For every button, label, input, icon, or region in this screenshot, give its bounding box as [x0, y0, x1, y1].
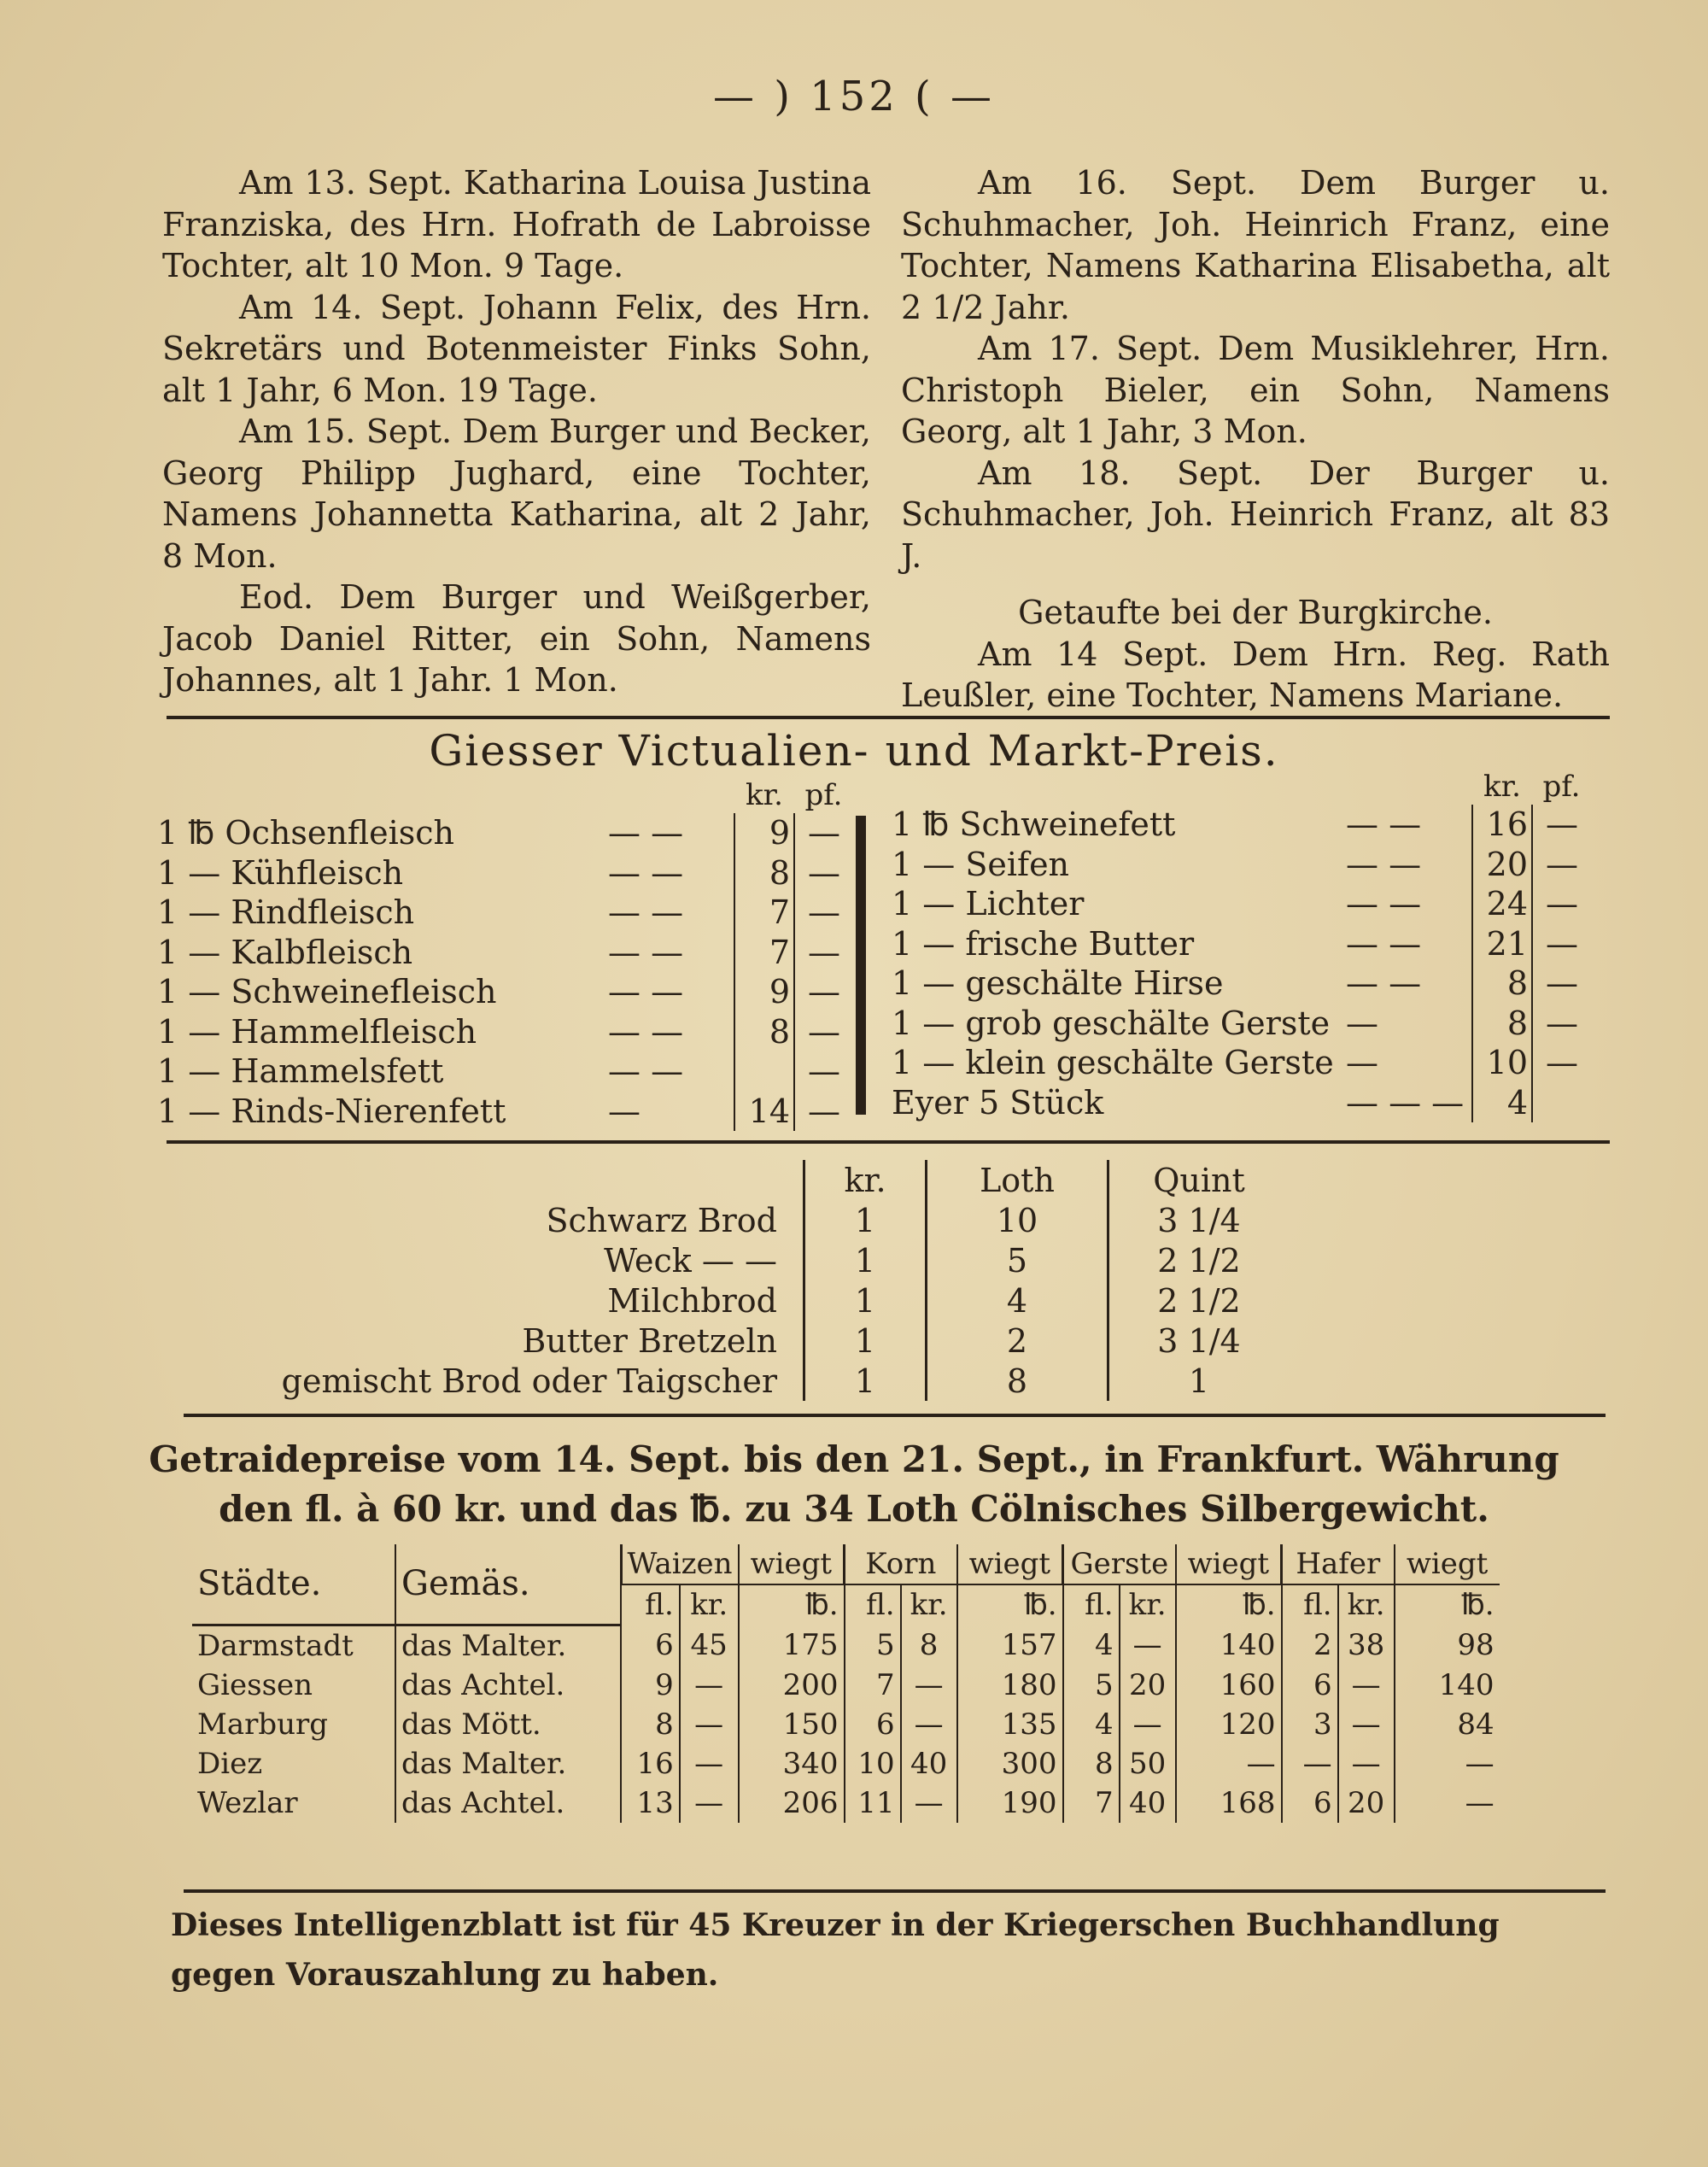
grain-col-weight: wiegt — [739, 1544, 845, 1584]
table-row: 1 — Kühfleisch — — 8 — — [154, 853, 853, 893]
market-price-table-left — [154, 777, 853, 1131]
col-kr-header: kr. — [746, 778, 783, 812]
section-rule — [184, 1414, 1606, 1417]
table-row: 1 — Hammelsfett — — — — [154, 1051, 853, 1092]
grain-col-city: Städte. — [192, 1544, 395, 1625]
table-row: Diez das Malter. 16 — 340 10 40 300 8 50 — — — — — [192, 1744, 1500, 1783]
footer-notice: Dieses Intelligenzblatt ist für 45 Kreuzer in der Kriegerschen Buchhandlung gegen Vorauszahlung zu haben. — [171, 1907, 1500, 1993]
market-price-table-right — [888, 769, 1591, 1122]
bread-col-kr: kr. — [804, 1160, 927, 1200]
table-row: Eyer 5 Stück — — — 4 — [888, 1083, 1591, 1123]
market-title: Giesser Victualien- und Markt-Preis. — [429, 726, 1279, 776]
table-row: Weck — — 1 5 2 1/2 — [239, 1240, 1289, 1280]
table-row: 1 ℔ Ochsenfleisch — — 9 — — [154, 813, 853, 853]
col-kr-header: kr. — [1483, 770, 1521, 804]
table-row: Schwarz Brod 1 10 3 1/4 — [239, 1200, 1289, 1240]
bread-price-table — [239, 1160, 1289, 1401]
table-row: Giessen das Achtel. 9 — 200 7 — 180 5 20 160 6 — 140 — [192, 1666, 1500, 1705]
table-row: 1 — grob geschälte Gerste — 8 — — [888, 1004, 1591, 1044]
grain-group-korn: Korn — [845, 1544, 957, 1584]
grain-group-hafer: Hafer — [1282, 1544, 1395, 1584]
table-row: 1 — Rinds-Nierenfett — 14 — — [154, 1092, 853, 1132]
obituary-entry: Am 14. Sept. Johann Felix, des Hrn. Sekretärs und Botenmeister Finks Sohn, alt 1 Jahr, 6 Mon. 19 Tage. — [162, 288, 871, 409]
table-row: Marburg das Mött. 8 — 150 6 — 135 4 — 120 3 — 84 — [192, 1705, 1500, 1744]
page-number: — ) 152 ( — — [712, 73, 996, 120]
bread-col-quint: Quint — [1108, 1160, 1290, 1200]
table-row: Wezlar das Achtel. 13 — 206 11 — 190 7 40 168 6 20 — — [192, 1783, 1500, 1823]
grain-col-measure: Gemäs. — [395, 1544, 621, 1625]
table-row: 1 — Rindfleisch — — 7 — — [154, 893, 853, 933]
grain-heading — [0, 1435, 1708, 1534]
grain-heading-line: den fl. à 60 kr. und das ℔. zu 34 Loth Cölnisches Silbergewicht. — [219, 1488, 1489, 1530]
obituary-entry: Am 17. Sept. Dem Musiklehrer, Hrn. Christoph Bieler, ein Sohn, Namens Georg, alt 1 Jahr, 3 Mon. — [901, 330, 1610, 450]
table-row: 1 — Lichter — — 24 — — [888, 884, 1591, 924]
section-rule — [167, 1140, 1610, 1144]
grain-col-weight: wiegt — [957, 1544, 1063, 1584]
grain-price-table: Städte. Gemäs. Waizen wiegt Korn wiegt Gerste wiegt Hafer wiegt fl. kr. ℔. fl. kr. ℔. fl. kr. ℔. fl. kr. ℔. Darmstadt das Malter. 6 45 175 5 8 157 4 — 140 2 38 98 Giessen das Achtel. 9 — 200 7 — 180 5 20 160 6 — 140 Marburg das Mött. 8 — 150 6 — 135 4 — 120 3 — 84 Diez das Malter. 16 — 340 10 40 300 8 50 — — — — Wezlar das Achtel. 13 — 206 11 — 190 7 40 168 6 20 — — [192, 1544, 1500, 1823]
table-row: 1 — Schweinefleisch — — 9 — — [154, 972, 853, 1012]
obituaries-left-column — [162, 162, 871, 701]
table-row: gemischt Brod oder Taigscher 1 8 1 — [239, 1361, 1289, 1401]
table-row: 1 — klein geschälte Gerste — 10 — — [888, 1043, 1591, 1083]
bread-col-loth: Loth — [927, 1160, 1108, 1200]
col-pf-header: pf. — [804, 778, 843, 812]
grain-heading-line: Getraidepreise vom 14. Sept. bis den 21. Sept., in Frankfurt. Währung — [149, 1438, 1559, 1480]
table-row: Darmstadt das Malter. 6 45 175 5 8 157 4 — 140 2 38 98 — [192, 1625, 1500, 1666]
baptized-heading: Getaufte bei der Burgkirche. — [1018, 594, 1493, 631]
obituary-entry: Am 15. Sept. Dem Burger und Becker, Georg Philipp Jughard, eine Tochter, Namens Johannetta Katharina, alt 2 Jahr, 8 Mon. — [162, 413, 871, 575]
column-divider — [856, 816, 866, 1115]
table-row: 1 — Hammelfleisch — — 8 — — [154, 1012, 853, 1052]
obituary-entry: Eod. Dem Burger und Weißgerber, Jacob Daniel Ritter, ein Sohn, Namens Johannes, alt 1 Jahr. 1 Mon. — [162, 578, 871, 699]
grain-group-waizen: Waizen — [621, 1544, 739, 1584]
section-rule — [167, 716, 1610, 719]
col-pf-header: pf. — [1542, 770, 1581, 804]
grain-col-weight: wiegt — [1176, 1544, 1282, 1584]
grain-col-weight: wiegt — [1395, 1544, 1500, 1584]
baptized-entry: Am 14 Sept. Dem Hrn. Reg. Rath Leußler, eine Tochter, Namens Mariane. — [901, 635, 1610, 714]
table-row: 1 — Kalbfleisch — — 7 — — [154, 933, 853, 973]
grain-group-gerste: Gerste — [1063, 1544, 1176, 1584]
table-row: 1 — Seifen — — 20 — — [888, 845, 1591, 885]
table-row: 1 — geschälte Hirse — — 8 — — [888, 963, 1591, 1004]
obituary-entry: Am 18. Sept. Der Burger u. Schuhmacher, Joh. Heinrich Franz, alt 83 J. — [901, 454, 1610, 575]
section-rule — [184, 1889, 1606, 1893]
table-row: 1 — frische Butter — — 21 — — [888, 924, 1591, 964]
table-row: Butter Bretzeln 1 2 3 1/4 — [239, 1321, 1289, 1361]
obituary-entry: Am 16. Sept. Dem Burger u. Schuhmacher, Joh. Heinrich Franz, eine Tochter, Namens Katharina Elisabetha, alt 2 1/2 Jahr. — [901, 164, 1610, 326]
table-row: Milchbrod 1 4 2 1/2 — [239, 1280, 1289, 1321]
obituaries-right-column — [901, 162, 1610, 717]
obituary-entry: Am 13. Sept. Katharina Louisa Justina Franziska, des Hrn. Hofrath de Labroisse Tochter, alt 10 Mon. 9 Tage. — [162, 164, 871, 284]
table-row: 1 ℔ Schweinefett — — 16 — — [888, 805, 1591, 845]
